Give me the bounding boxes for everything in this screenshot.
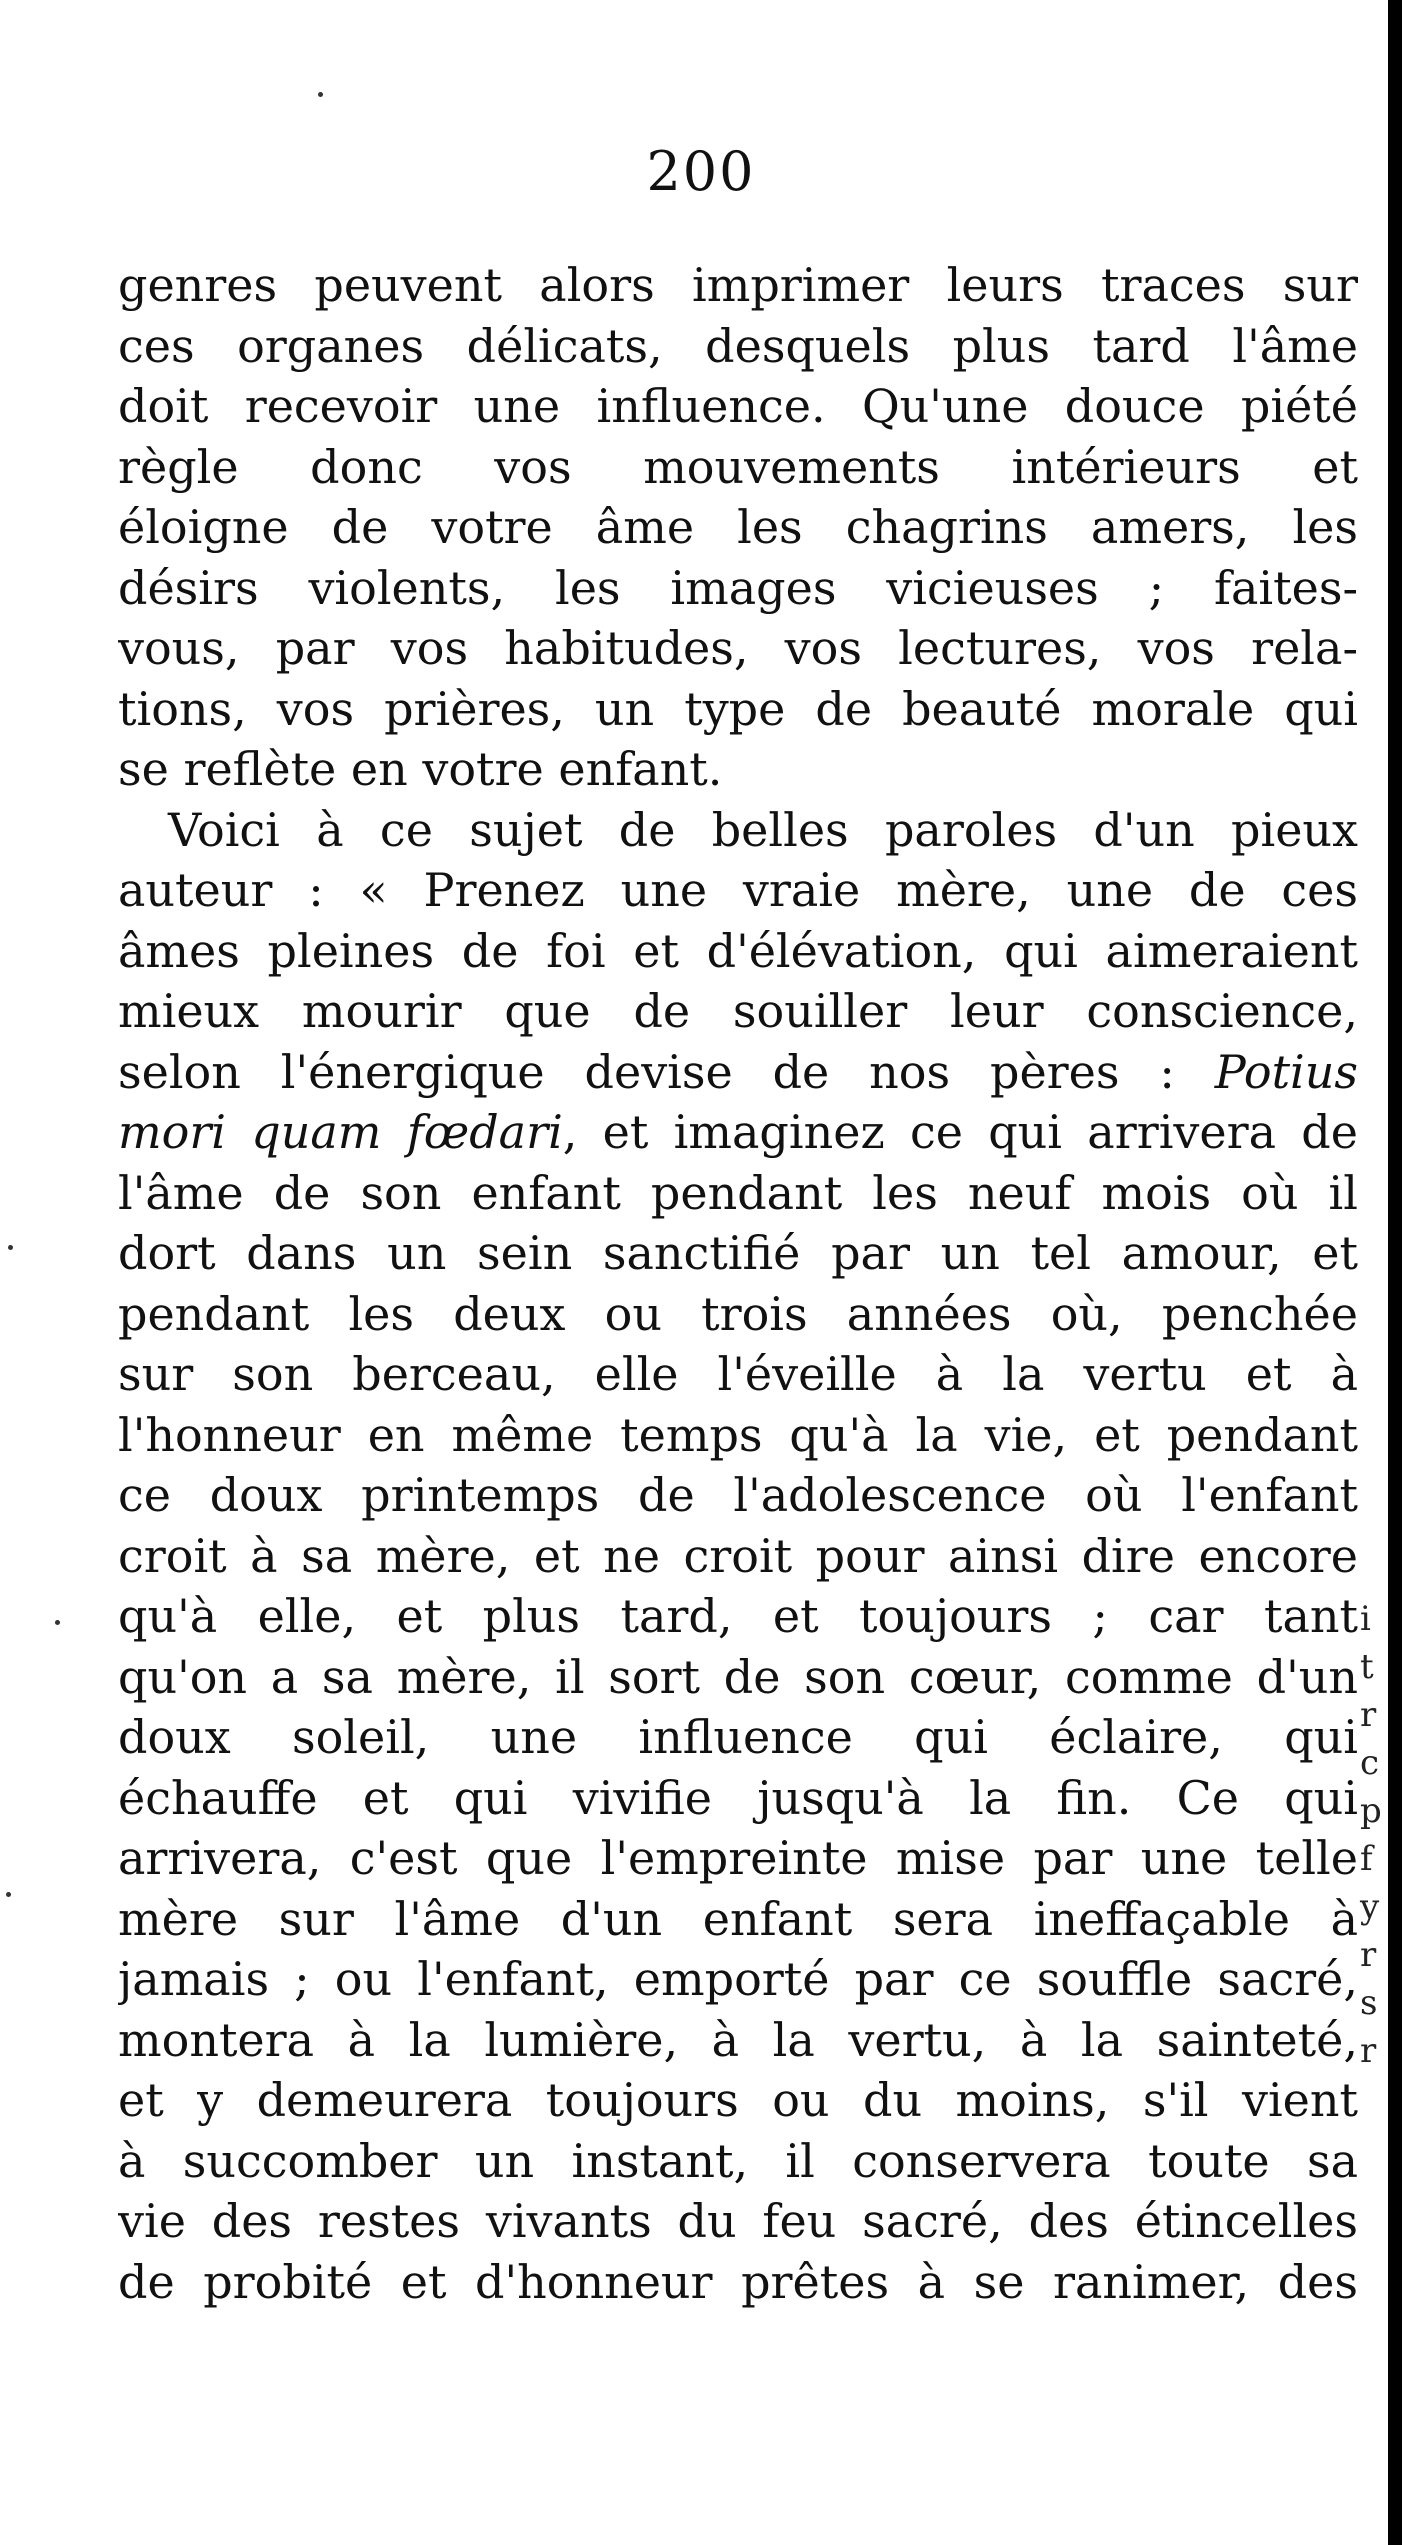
line-text: croit à sa mère, et ne croit pour ainsi dire encore <box>118 1528 1358 1583</box>
text-line <box>118 437 1358 498</box>
text-line <box>118 1405 1358 1466</box>
line-text: auteur : « Prenez une vraie mère, une de ces <box>118 863 1358 917</box>
line-text: doit recevoir une influence. Qu'une douce piété <box>118 379 1358 433</box>
edge-letter: i <box>1360 1599 1371 1639</box>
text-line <box>118 679 1358 740</box>
text-line <box>118 1707 1358 1768</box>
line-text: tions, vos prières, un type de beauté morale qui <box>118 681 1358 736</box>
line-text: de probité et d'honneur prêtes à se ranimer, des <box>118 2254 1358 2309</box>
line-text: désirs violents, les images vicieuses ; faites- <box>118 560 1358 615</box>
line-text: ce doux printemps de l'adolescence où l'enfant <box>118 1468 1358 1522</box>
text-line <box>118 1223 1358 1284</box>
line-text: ces organes délicats, desquels plus tard l'âme <box>118 318 1358 373</box>
text-line <box>118 1284 1358 1345</box>
line-text: à succomber un instant, il conservera toute sa <box>118 2133 1358 2188</box>
line-text: l'âme de son enfant pendant les neuf mois où il <box>118 1165 1358 1220</box>
edge-letter: y <box>1360 1887 1380 1927</box>
text-line <box>118 1586 1358 1647</box>
line-text: selon l'énergique devise de nos pères : <box>118 1044 1215 1099</box>
text-line <box>118 618 1358 679</box>
line-text: pendant les deux ou trois années où, penchée <box>118 1286 1358 1341</box>
text-line <box>118 558 1358 619</box>
text-line <box>118 1042 1358 1103</box>
page-number: 200 <box>646 140 756 203</box>
line-text: l'honneur en même temps qu'à la vie, et pendant <box>118 1407 1358 1462</box>
line-text: et y demeurera toujours ou du moins, s'il vient <box>118 2073 1358 2127</box>
latin-phrase: Potius <box>1214 1044 1358 1099</box>
text-line <box>118 255 1358 316</box>
scan-speck <box>6 1892 11 1897</box>
text-line <box>118 1889 1358 1950</box>
line-text: éloigne de votre âme les chagrins amers, les <box>118 500 1358 554</box>
adjacent-page-edge-letters <box>1360 1595 1382 2075</box>
line-text: se reflète en votre enfant. <box>118 742 723 796</box>
line-text: échauffe et qui vivifie jusqu'à la fin. Ce qui <box>118 1770 1358 1825</box>
page-edge-bar <box>1388 0 1402 2545</box>
body-text <box>118 255 1358 2312</box>
line-text: Voici à ce sujet de belles paroles d'un pieux <box>168 802 1358 857</box>
line-text: règle donc vos mouvements intérieurs et <box>118 439 1358 494</box>
edge-letter: c <box>1360 1743 1380 1783</box>
scan-speck <box>8 1245 13 1250</box>
line-text: vie des restes vivants du feu sacré, des étincelles <box>118 2194 1358 2248</box>
line-text: âmes pleines de foi et d'élévation, qui aimeraient <box>118 923 1358 978</box>
line-text: , et imaginez ce qui arrivera de <box>562 1105 1358 1159</box>
edge-letter: t <box>1360 1647 1374 1687</box>
scan-speck <box>318 92 323 97</box>
text-line <box>118 1768 1358 1829</box>
text-line <box>118 316 1358 377</box>
text-line <box>118 1828 1358 1889</box>
text-line <box>118 2191 1358 2252</box>
text-line <box>118 921 1358 982</box>
edge-letter: s <box>1360 1983 1378 2023</box>
text-line <box>118 2070 1358 2131</box>
text-line <box>118 1344 1358 1405</box>
line-text: qu'à elle, et plus tard, et toujours ; car tant <box>118 1589 1358 1643</box>
text-line <box>118 860 1358 921</box>
edge-letter: p <box>1360 1791 1382 1831</box>
text-line <box>118 800 1358 861</box>
line-text: arrivera, c'est que l'empreinte mise par une telle <box>118 1831 1358 1885</box>
line-text: jamais ; ou l'enfant, emporté par ce souffle sacré, <box>118 1952 1358 2006</box>
line-text: vous, par vos habitudes, vos lectures, vos rela- <box>118 621 1358 675</box>
text-line <box>118 376 1358 437</box>
line-text: doux soleil, une influence qui éclaire, qui <box>118 1710 1358 1764</box>
text-line <box>118 2010 1358 2071</box>
line-text: dort dans un sein sanctifié par un tel amour, et <box>118 1226 1358 1280</box>
edge-letter: f <box>1360 1839 1373 1879</box>
text-line <box>118 1163 1358 1224</box>
text-line <box>118 1465 1358 1526</box>
text-line <box>118 1949 1358 2010</box>
text-line <box>118 497 1358 558</box>
latin-phrase: mori quam fœdari <box>118 1105 563 1159</box>
edge-letter: r <box>1360 2031 1377 2071</box>
text-line <box>118 981 1358 1042</box>
line-text: sur son berceau, elle l'éveille à la vertu et à <box>118 1347 1358 1401</box>
text-line <box>118 1526 1358 1587</box>
scan-speck <box>55 1620 60 1625</box>
text-line <box>118 1647 1358 1708</box>
text-line <box>118 2252 1358 2313</box>
text-line <box>118 2131 1358 2192</box>
edge-letter: r <box>1360 1935 1377 1975</box>
edge-letter: r <box>1360 1695 1377 1735</box>
text-line <box>118 1102 1358 1163</box>
line-text: montera à la lumière, à la vertu, à la sainteté, <box>118 2012 1358 2067</box>
line-text: genres peuvent alors imprimer leurs traces sur <box>118 258 1358 312</box>
line-text: qu'on a sa mère, il sort de son cœur, comme d'un <box>118 1649 1358 1704</box>
text-line <box>118 739 1358 800</box>
line-text: mieux mourir que de souiller leur conscience, <box>118 984 1358 1038</box>
line-text: mère sur l'âme d'un enfant sera ineffaçable à <box>118 1891 1358 1946</box>
